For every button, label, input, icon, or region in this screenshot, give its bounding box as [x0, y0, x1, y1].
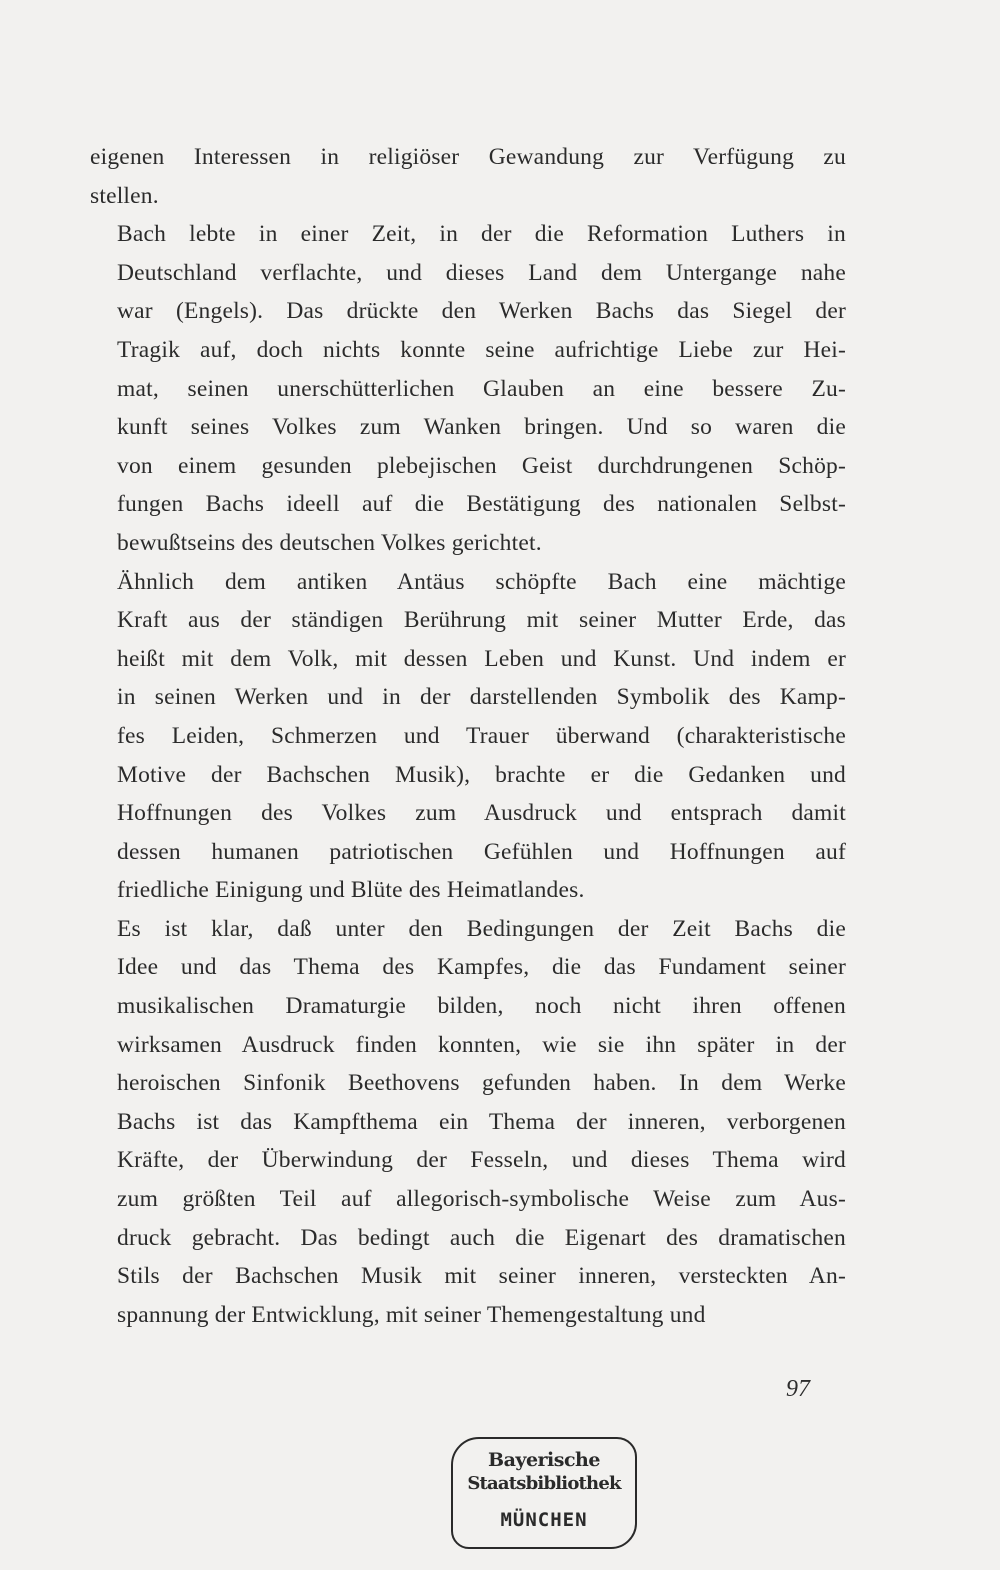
text-line: kunft seines Volkes zum Wanken bringen. Und so waren die	[117, 414, 846, 441]
text-line: fungen Bachs ideell auf die Bestätigung des nationalen Selbst-	[117, 491, 846, 518]
text-line: Stils der Bachschen Musik mit seiner inneren, versteckten An-	[117, 1263, 846, 1290]
stamp-line-2: Staatsbibliothek	[467, 1473, 621, 1494]
text-line: Ähnlich dem antiken Antäus schöpfte Bach eine mächtige	[117, 568, 846, 595]
text-line: in seinen Werken und in der darstellenden Symbolik des Kamp-	[117, 684, 846, 711]
text-line: wirksamen Ausdruck finden konnten, wie sie ihn später in der	[117, 1031, 846, 1058]
text-line: spannung der Entwicklung, mit seiner Themengestaltung und	[117, 1301, 706, 1328]
text-line: Idee und das Thema des Kampfes, die das Fundament seiner	[117, 954, 846, 981]
paragraph	[90, 215, 846, 562]
text-line: heroischen Sinfonik Beethovens gefunden haben. In dem Werke	[117, 1070, 846, 1097]
paragraph	[90, 563, 846, 910]
text-line: Kräfte, der Überwindung der Fesseln, und dieses Thema wird	[117, 1147, 846, 1174]
text-line: musikalischen Dramaturgie bilden, noch nicht ihren offenen	[117, 993, 846, 1020]
stamp-line-1: Bayerische	[488, 1449, 600, 1471]
text-line: friedliche Einigung und Blüte des Heimatlandes.	[117, 877, 585, 904]
page-number: 97	[786, 1376, 810, 1402]
body-text	[90, 138, 846, 1334]
text-line: Tragik auf, doch nichts konnte seine aufrichtige Liebe zur Hei-	[117, 336, 846, 363]
stamp-line-3: MÜNCHEN	[500, 1509, 588, 1531]
text-line: Bach lebte in einer Zeit, in der die Reformation Luthers in	[117, 221, 846, 248]
text-line: Deutschland verflachte, und dieses Land dem Untergange nahe	[117, 259, 846, 286]
text-line: Hoffnungen des Volkes zum Ausdruck und entsprach damit	[117, 800, 846, 827]
text-line: mat, seinen unerschütterlichen Glauben an eine bessere Zu-	[117, 375, 846, 402]
text-line: von einem gesunden plebejischen Geist durchdrungenen Schöp-	[117, 452, 846, 479]
text-line: Kraft aus der ständigen Berührung mit seiner Mutter Erde, das	[117, 607, 846, 634]
text-line: stellen.	[90, 182, 159, 209]
text-line: dessen humanen patriotischen Gefühlen und Hoffnungen auf	[117, 838, 846, 865]
text-line: heißt mit dem Volk, mit dessen Leben und Kunst. Und indem er	[117, 645, 846, 672]
library-stamp	[451, 1437, 637, 1549]
paragraph	[90, 910, 846, 1335]
text-line: druck gebracht. Das bedingt auch die Eigenart des dramatischen	[117, 1224, 846, 1251]
text-line: war (Engels). Das drückte den Werken Bachs das Siegel der	[117, 298, 846, 325]
text-line: Motive der Bachschen Musik), brachte er die Gedanken und	[117, 761, 846, 788]
text-line: zum größten Teil auf allegorisch-symbolische Weise zum Aus-	[117, 1186, 846, 1213]
text-line: Es ist klar, daß unter den Bedingungen der Zeit Bachs die	[117, 915, 846, 942]
text-line: fes Leiden, Schmerzen und Trauer überwand (charakteristische	[117, 722, 846, 749]
paragraph	[90, 138, 846, 215]
text-line: bewußtseins des deutschen Volkes gerichtet.	[117, 529, 542, 556]
text-line: eigenen Interessen in religiöser Gewandung zur Verfügung zu	[90, 144, 846, 170]
text-line: Bachs ist das Kampfthema ein Thema der inneren, verborgenen	[117, 1108, 846, 1135]
